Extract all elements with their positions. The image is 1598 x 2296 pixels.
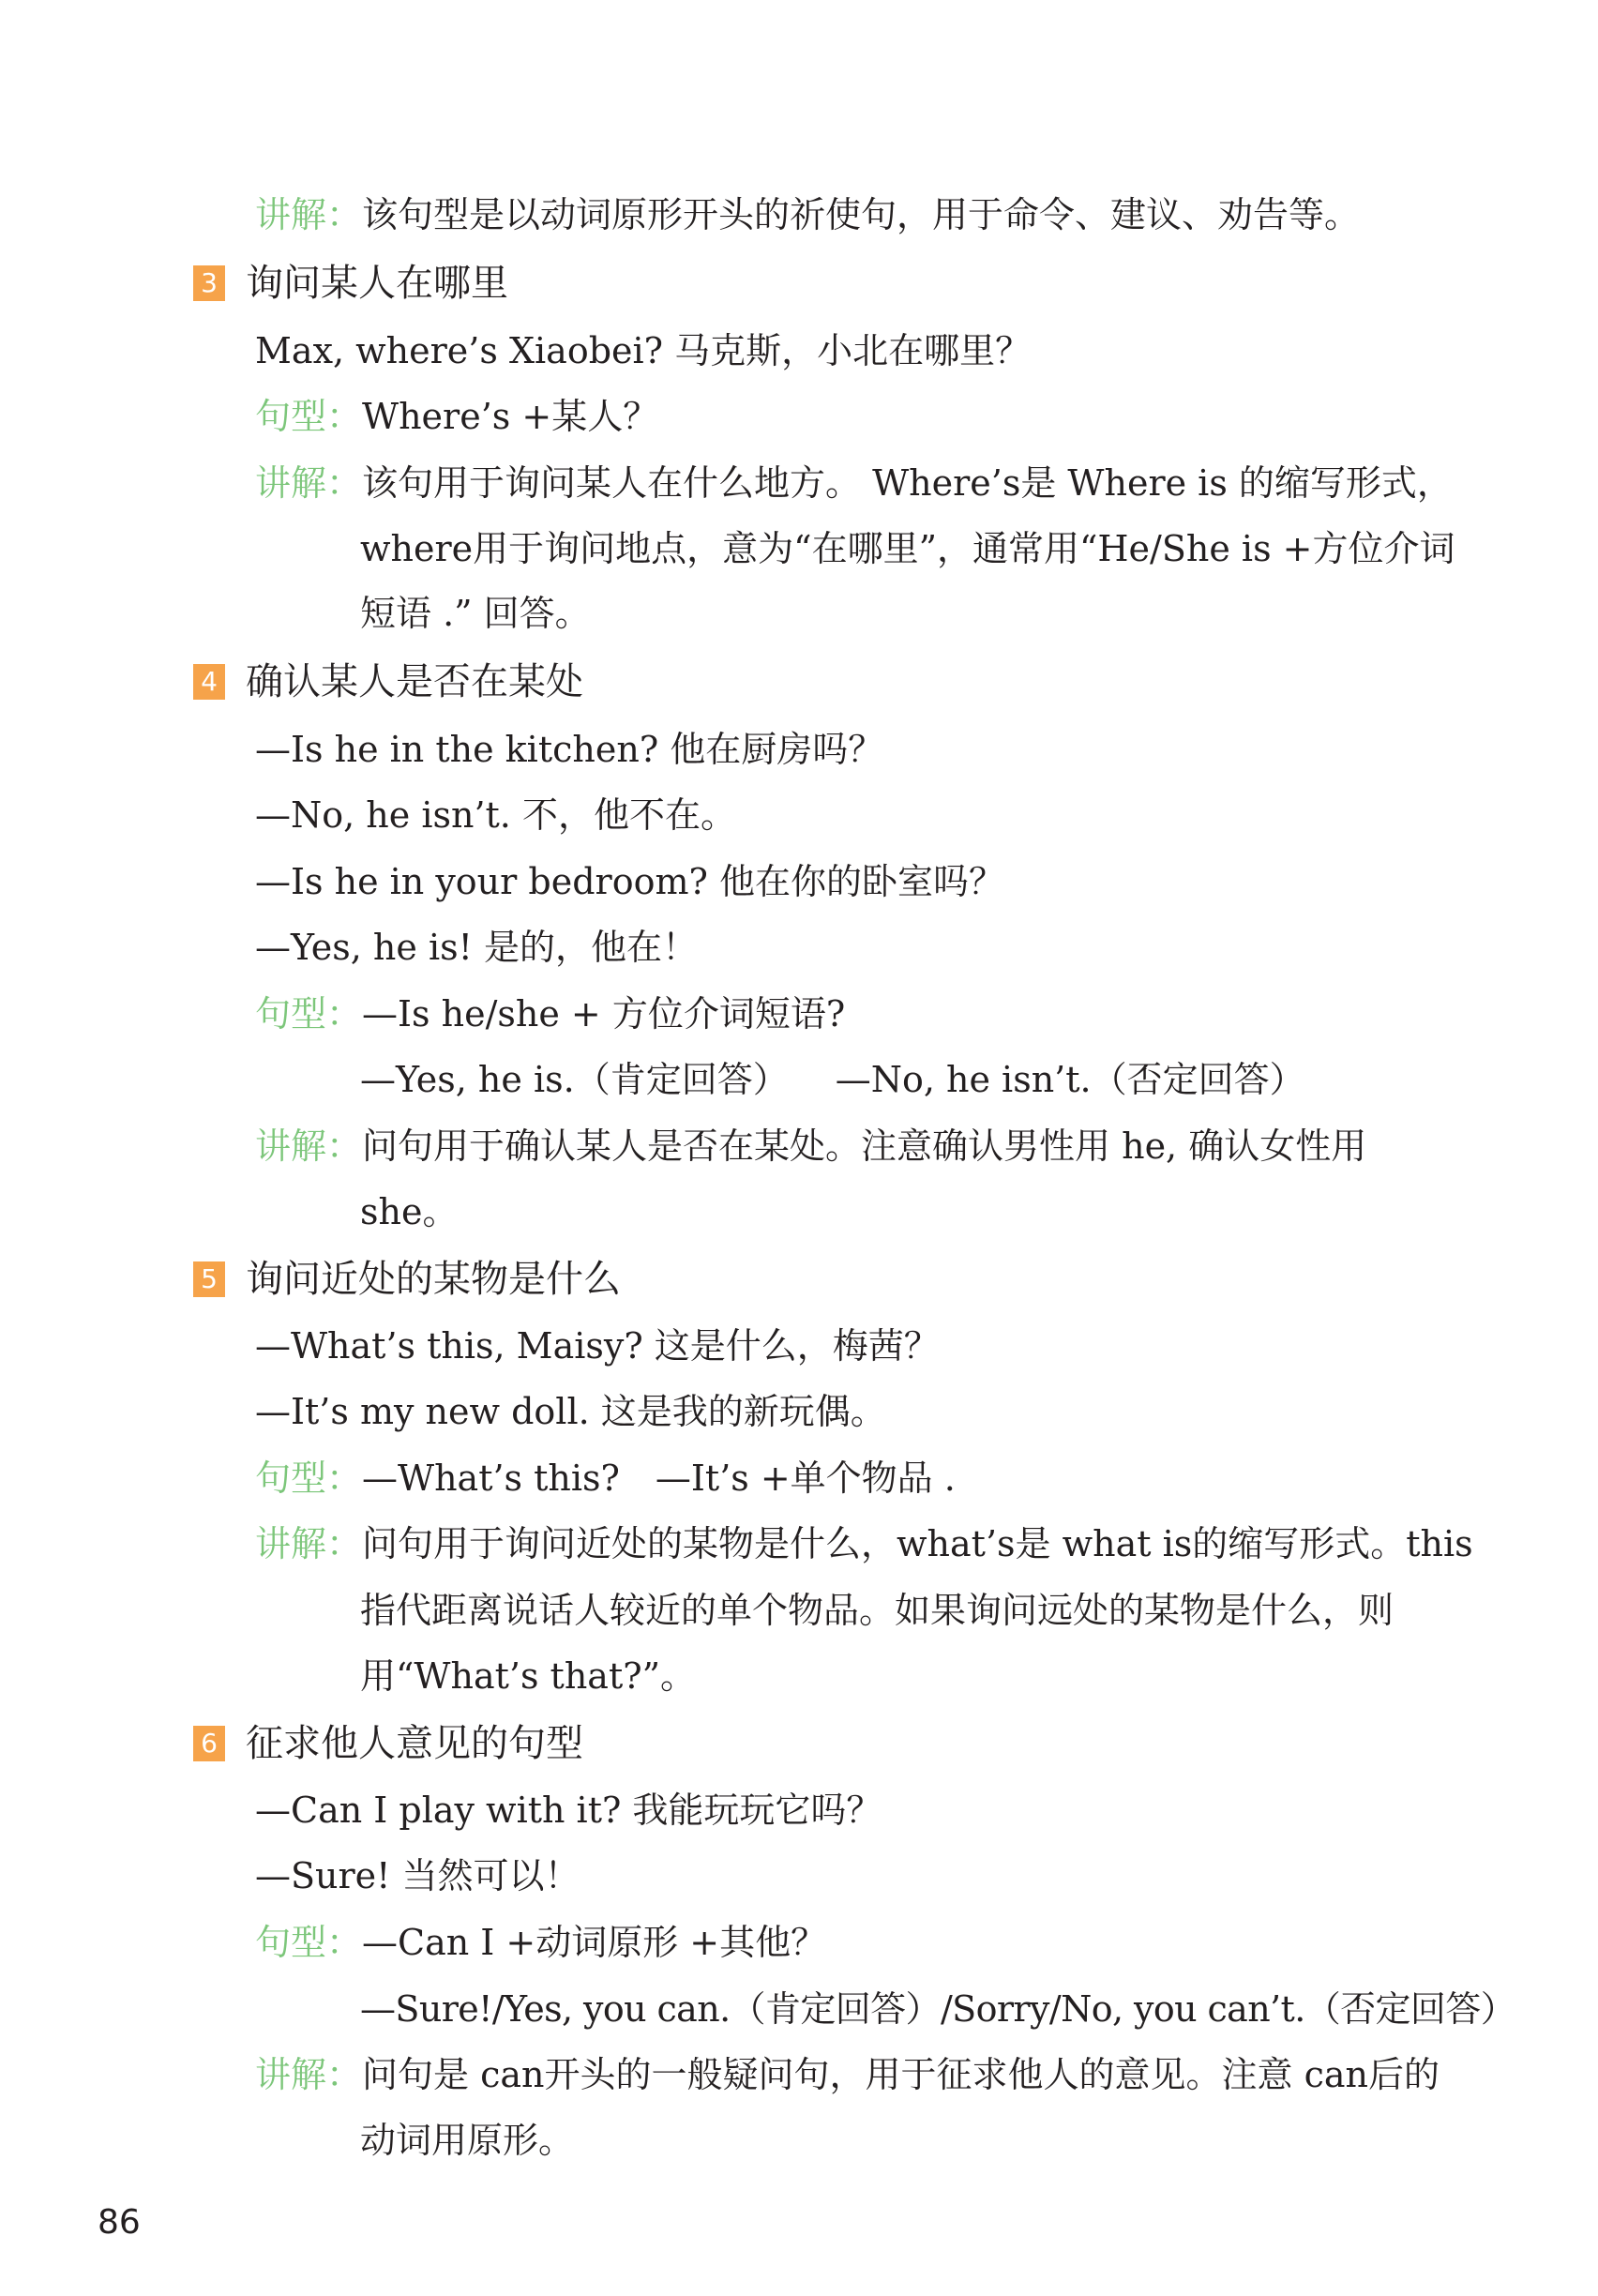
explain-line xyxy=(255,1124,1366,1169)
explain-line: 动词用原形。 xyxy=(360,2120,575,2161)
example-sentence: Max, where’s Xiaobei? 马克斯，小北在哪里？ xyxy=(255,330,1032,371)
explain-label: 讲解： xyxy=(255,1125,363,1167)
section-title: 征求他人意见的句型 xyxy=(246,1722,583,1765)
dialog-line: —Sure! 当然可以！ xyxy=(255,1855,580,1896)
explain-text: 问句用于询问近处的某物是什么，what’s是 what is的缩写形式。this xyxy=(362,1523,1473,1564)
explain-line: 短语 .” 回答。 xyxy=(360,593,591,634)
dialog-line: —What’s this, Maisy? 这是什么，梅茜？ xyxy=(255,1325,940,1367)
dialog-line: —Yes, he is! 是的，他在！ xyxy=(255,927,698,968)
dialog-line: —Is he in the kitchen? 他在厨房吗？ xyxy=(255,729,884,770)
page-number: 86 xyxy=(98,2203,141,2242)
section-title: 确认某人是否在某处 xyxy=(246,660,583,703)
section-6-heading xyxy=(193,1721,583,1766)
explain-text: 问句用于确认某人是否在某处。注意确认男性用 he, 确认女性用 xyxy=(362,1125,1367,1167)
pattern-label: 句型： xyxy=(255,993,363,1035)
pattern-answer-positive: —Yes, he is.（肯定回答） xyxy=(360,1059,789,1100)
section-title: 询问某人在哪里 xyxy=(246,262,508,305)
explain-label: 讲解： xyxy=(255,1523,363,1564)
pattern-text: —Is he/she + 方位介词短语? xyxy=(362,993,846,1035)
explain-line xyxy=(255,1521,1473,1566)
pattern-text: Where’s +某人？ xyxy=(362,396,659,437)
explain-text: 该句用于询问某人在什么地方。 Where’s是 Where is 的缩写形式， xyxy=(362,462,1453,504)
explain-line: where用于询问地点，意为“在哪里”，通常用“He/She is +方位介词 xyxy=(360,528,1455,569)
pattern-line xyxy=(255,1456,956,1501)
section-5-heading xyxy=(193,1257,621,1302)
section-number-badge: 4 xyxy=(193,664,225,700)
pattern-answer: —It’s +单个物品 . xyxy=(655,1458,956,1499)
explain-label: 讲解： xyxy=(255,194,363,235)
explain-line: 用“What’s that?”。 xyxy=(360,1655,697,1697)
pattern-text: —Can I +动词原形 +其他？ xyxy=(362,1922,827,1963)
explain-label: 讲解： xyxy=(255,2054,363,2095)
section-3-heading xyxy=(193,261,508,306)
section-title: 询问近处的某物是什么 xyxy=(246,1258,621,1301)
explain-line xyxy=(255,461,1453,506)
pattern-answer-line xyxy=(360,1057,1305,1102)
section-number-badge: 5 xyxy=(193,1261,225,1297)
dialog-line: —It’s my new doll. 这是我的新玩偶。 xyxy=(255,1391,886,1432)
explain-line: 指代距离说话人较近的单个物品。如果询问远处的某物是什么，则 xyxy=(360,1590,1394,1631)
dialog-line: —Is he in your bedroom? 他在你的卧室吗？ xyxy=(255,861,1004,902)
explain-text: 该句型是以动词原形开头的祈使句，用于命令、建议、劝告等。 xyxy=(362,194,1361,235)
intro-explain xyxy=(255,192,1360,237)
dialog-line: —No, he isn’t. 不，他不在。 xyxy=(255,794,736,836)
pattern-question: —What’s this? xyxy=(362,1458,620,1499)
dialog-line: —Can I play with it? 我能玩玩它吗？ xyxy=(255,1790,882,1831)
pattern-label: 句型： xyxy=(255,1922,363,1963)
explain-text: 问句是 can开头的一般疑问句，用于征求他人的意见。注意 can后的 xyxy=(362,2054,1440,2095)
explain-line: she。 xyxy=(360,1191,459,1232)
pattern-answer-negative: —No, he isn’t.（否定回答） xyxy=(835,1059,1305,1100)
section-number-badge: 3 xyxy=(193,265,225,301)
pattern-line xyxy=(255,394,658,439)
pattern-label: 句型： xyxy=(255,396,363,437)
explain-label: 讲解： xyxy=(255,462,363,504)
pattern-line xyxy=(255,1920,826,1965)
section-4-heading xyxy=(193,659,583,704)
pattern-answer-line: —Sure!/Yes, you can.（肯定回答）/Sorry/No, you can’t.（否定回答） xyxy=(360,1988,1516,2030)
section-number-badge: 6 xyxy=(193,1726,225,1761)
pattern-label: 句型： xyxy=(255,1458,363,1499)
explain-line xyxy=(255,2052,1440,2097)
pattern-line xyxy=(255,991,845,1036)
